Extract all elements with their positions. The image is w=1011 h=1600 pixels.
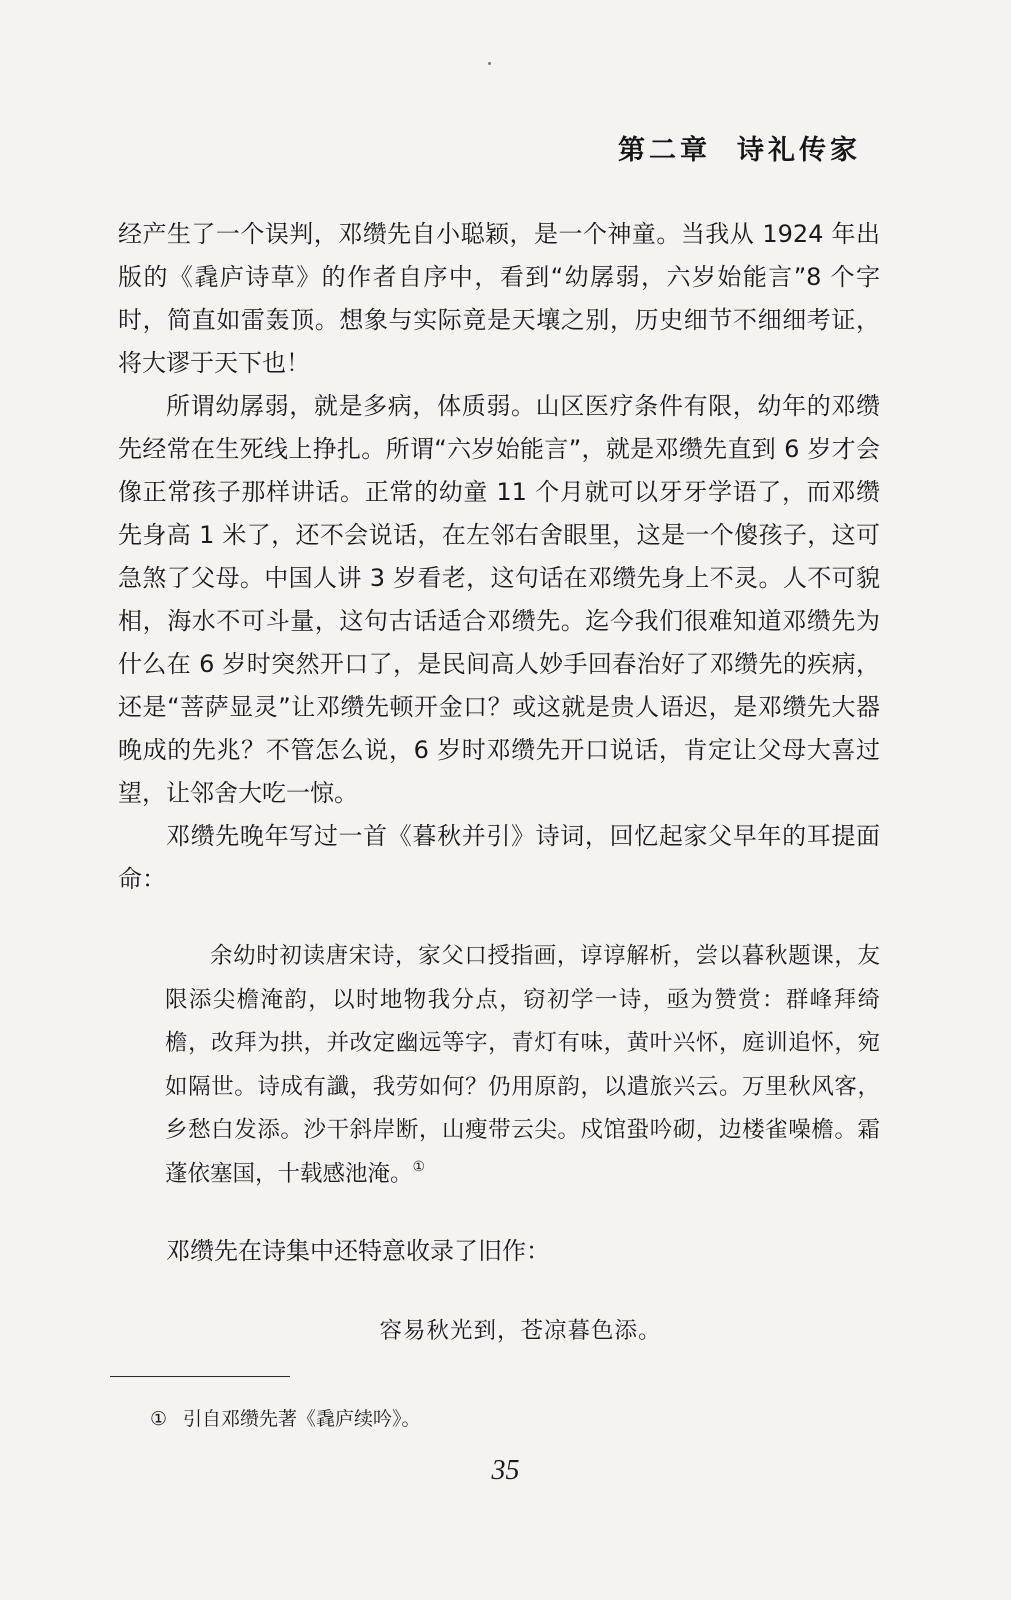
paragraph: 经产生了一个误判，邓缵先自小聪颖，是一个神童。当我从 1924 年出版的《毳庐诗草》的作者自序中，看到“幼孱弱，六岁始能言”8 个字时，简直如雷轰顶。想象与实际竟是天壤之别，历史细节不细细考证，将大谬于天下也！ [118,220,880,377]
footnote-reference: ① [412,1158,426,1175]
paragraph: 邓缵先在诗集中还特意收录了旧作： [166,1237,550,1265]
body-text [118,213,880,901]
footnote-text: 引自邓缵先著《毳庐续吟》。 [183,1408,421,1430]
scan-speck [488,62,491,65]
quote-text [165,935,880,1196]
footnote-divider [110,1376,290,1377]
quote-body: 余幼时初读唐宋诗，家父口授指画，谆谆解析，尝以暮秋题课，友限添尖檐淹韵，以时地物我分点，窃初学一诗，亟为赞赏：群峰拜绮檐，改拜为拱，并改定幽远等字，青灯有味，黄叶兴怀，庭训追怀，宛如隔世。诗成有讖，我劳如何？仍用原韵，以遣旅兴云。万里秋风客，乡愁白发添。沙干斜岸断，山瘦带云尖。戍馆蛩吟砌，边楼雀噪檐。霜蓬依塞国，十载感池淹。 [165,943,880,1187]
running-header [618,128,861,167]
page-number: 35 [491,1455,520,1486]
chapter-number: 第二章 [618,135,711,166]
footnote [150,1404,421,1431]
footnote-marker: ① [150,1408,168,1430]
quoted-poem-preface [165,935,880,1196]
paragraph: 所谓幼孱弱，就是多病，体质弱。山区医疗条件有限，幼年的邓缵先经常在生死线上挣扎。所谓“六岁始能言”，就是邓缵先直到 6 岁才会像正常孩子那样讲话。正常的幼童 11 个月就可以牙牙学语了，而邓缵先身高 1 米了，还不会说话，在左邻右舍眼里，这是一个傻孩子，这可急煞了父母。中国人讲 3 岁看老，这句话在邓缵先身上不灵。人不可貌相，海水不可斗量，这句古话适合邓缵先。迄今我们很难知道邓缵先为什么在 6 岁时突然开口了，是民间高人妙手回春治好了邓缵先的疾病，还是“菩萨显灵”让邓缵先顿开金口？或这就是贵人语迟，是邓缵先大器晚成的先兆？不管怎么说，6 岁时邓缵先开口说话，肯定让父母大喜过望，让邻舍大吃一惊。 [118,392,880,807]
poem-line: 容易秋光到，苍凉暮色添。 [379,1318,662,1344]
paragraph: 邓缵先晚年写过一首《暮秋并引》诗词，回忆起家父早年的耳提面命： [118,822,880,893]
body-text-continued [118,1230,880,1273]
chapter-title: 诗礼传家 [737,135,861,166]
